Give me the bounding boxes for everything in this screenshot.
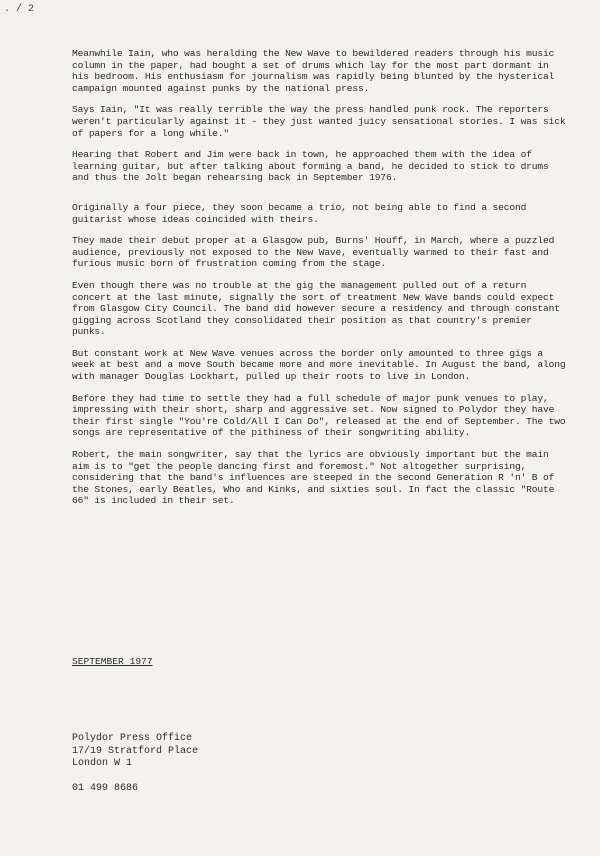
address-line-2: 17/19 Stratford Place	[72, 745, 199, 757]
paragraph-9: Robert, the main songwriter, say that the lyrics are obviously important but the main aim is to "get the people dancing first and foremost." Not altogether surprising, considering that the band's influences are steeped in the second Generation R 'n' B of the Stones, early Beatles, Who and Kinks, and sixties soul. In fact the classic "Route 66" is included in their set.	[72, 449, 555, 507]
address-line-3: London W 1	[72, 758, 133, 770]
paragraph-6: Even though there was no trouble at the gig the management pulled out of a return concert at the last minute, signally the sort of treatment New Wave bands could expect from Glasgow City Council. The band did however secure a residency and through constant gigging across Scotland they consolidated their position as that country's premier punks.	[72, 279, 560, 338]
press-office-address	[72, 733, 198, 795]
paragraph-5: They made their debut proper at a Glasgow pub, Burns' Houff, in March, where a puzzled audience, previously not exposed to the New Wave, eventually warmed to their fast and furious music born of frustration coming from the stage.	[72, 235, 555, 270]
phone-number: 01 499 8686	[72, 782, 139, 794]
paragraph-2: Says Iain, "It was really terrible the way the press handled punk rock. The reporters weren't particularly against it - they just wanted juicy sensational stories. I was sick of papers for a long while."	[72, 104, 566, 139]
paragraph-1: Meanwhile Iain, who was heralding the New Wave to bewildered readers through his music column in the paper, had bought a set of drums which lay for the most part dormant in his bedroom. His enthusiasm for journalism was rapidly being blunted by the hysterical campaign mounted against punks by the national press.	[72, 48, 555, 94]
paragraph-8: Before they had time to settle they had a full schedule of major punk venues to play, impressing with their short, sharp and aggressive set. Now signed to Polydor they have their first single "You're Cold/All I Can Do", released at the end of September. The two songs are representative of the pithiness of their songwriting ability.	[72, 392, 566, 439]
press-release-body	[72, 48, 568, 517]
page-number: . / 2	[4, 4, 35, 15]
paragraph-4: Originally a four piece, they soon became a trio, not being able to find a second guitarist whose ideas coincided with theirs.	[72, 201, 527, 225]
paragraph-3: Hearing that Robert and Jim were back in town, he approached them with the idea of learning guitar, but after talking about forming a band, he decided to stick to drums and thus the Jolt began rehearsing back in September 1976.	[72, 149, 549, 184]
address-line-1: Polydor Press Office	[72, 733, 193, 744]
release-date: SEPTEMBER 1977	[72, 656, 153, 667]
paragraph-7: But constant work at New Wave venues across the border only amounted to three gigs a week at best and a move South became more and more inevitable. In August the band, along with manager Douglas Lockhart, pulled up their roots to live in London.	[72, 347, 566, 383]
